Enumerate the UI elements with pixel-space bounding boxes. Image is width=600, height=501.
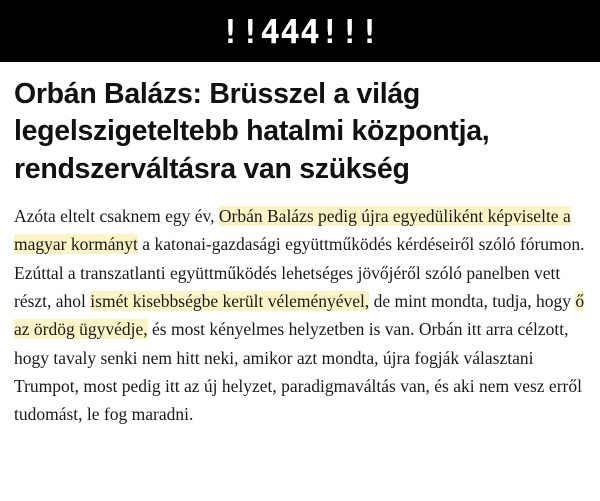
article-paragraph xyxy=(14,202,586,429)
site-logo[interactable]: !!444!!! xyxy=(220,11,380,51)
site-masthead xyxy=(0,0,600,62)
paragraph-segment-3: de mint mondta, tudja, hogy xyxy=(369,291,576,312)
highlighted-text-1: Orbán Balázs pedig újra egyedüliként képviselte a magyar kormányt xyxy=(14,205,571,255)
paragraph-segment-4: és most kényelmes helyzetben is van. Orbán itt arra célzott, hogy tavaly senki nem hitt neki, amikor azt mondta, újra fogják választani Trumpot, most pedig itt az új helyzet, paradigmaváltás van, és aki nem vesz erről tudomást, le fog maradni. xyxy=(14,319,582,425)
paragraph-segment-2: a katonai-gazdasági együttműködés kérdéseiről szóló fórumon. Ezúttal a transzatlanti együttműködés lehetséges jövőjéről szóló panelben vett részt, ahol xyxy=(14,234,585,312)
article-container xyxy=(0,62,600,429)
highlighted-text-3: ő az ördög ügyvédje, xyxy=(14,291,585,340)
article-headline: Orbán Balázs: Brüsszel a világ legelszigeteltebb hatalmi központja, rendszerváltásra van szükség xyxy=(14,78,490,185)
paragraph-segment-1: Azóta eltelt csaknem egy év, xyxy=(14,205,219,226)
highlighted-text-2: ismét kisebbségbe került véleményével, xyxy=(90,291,370,312)
